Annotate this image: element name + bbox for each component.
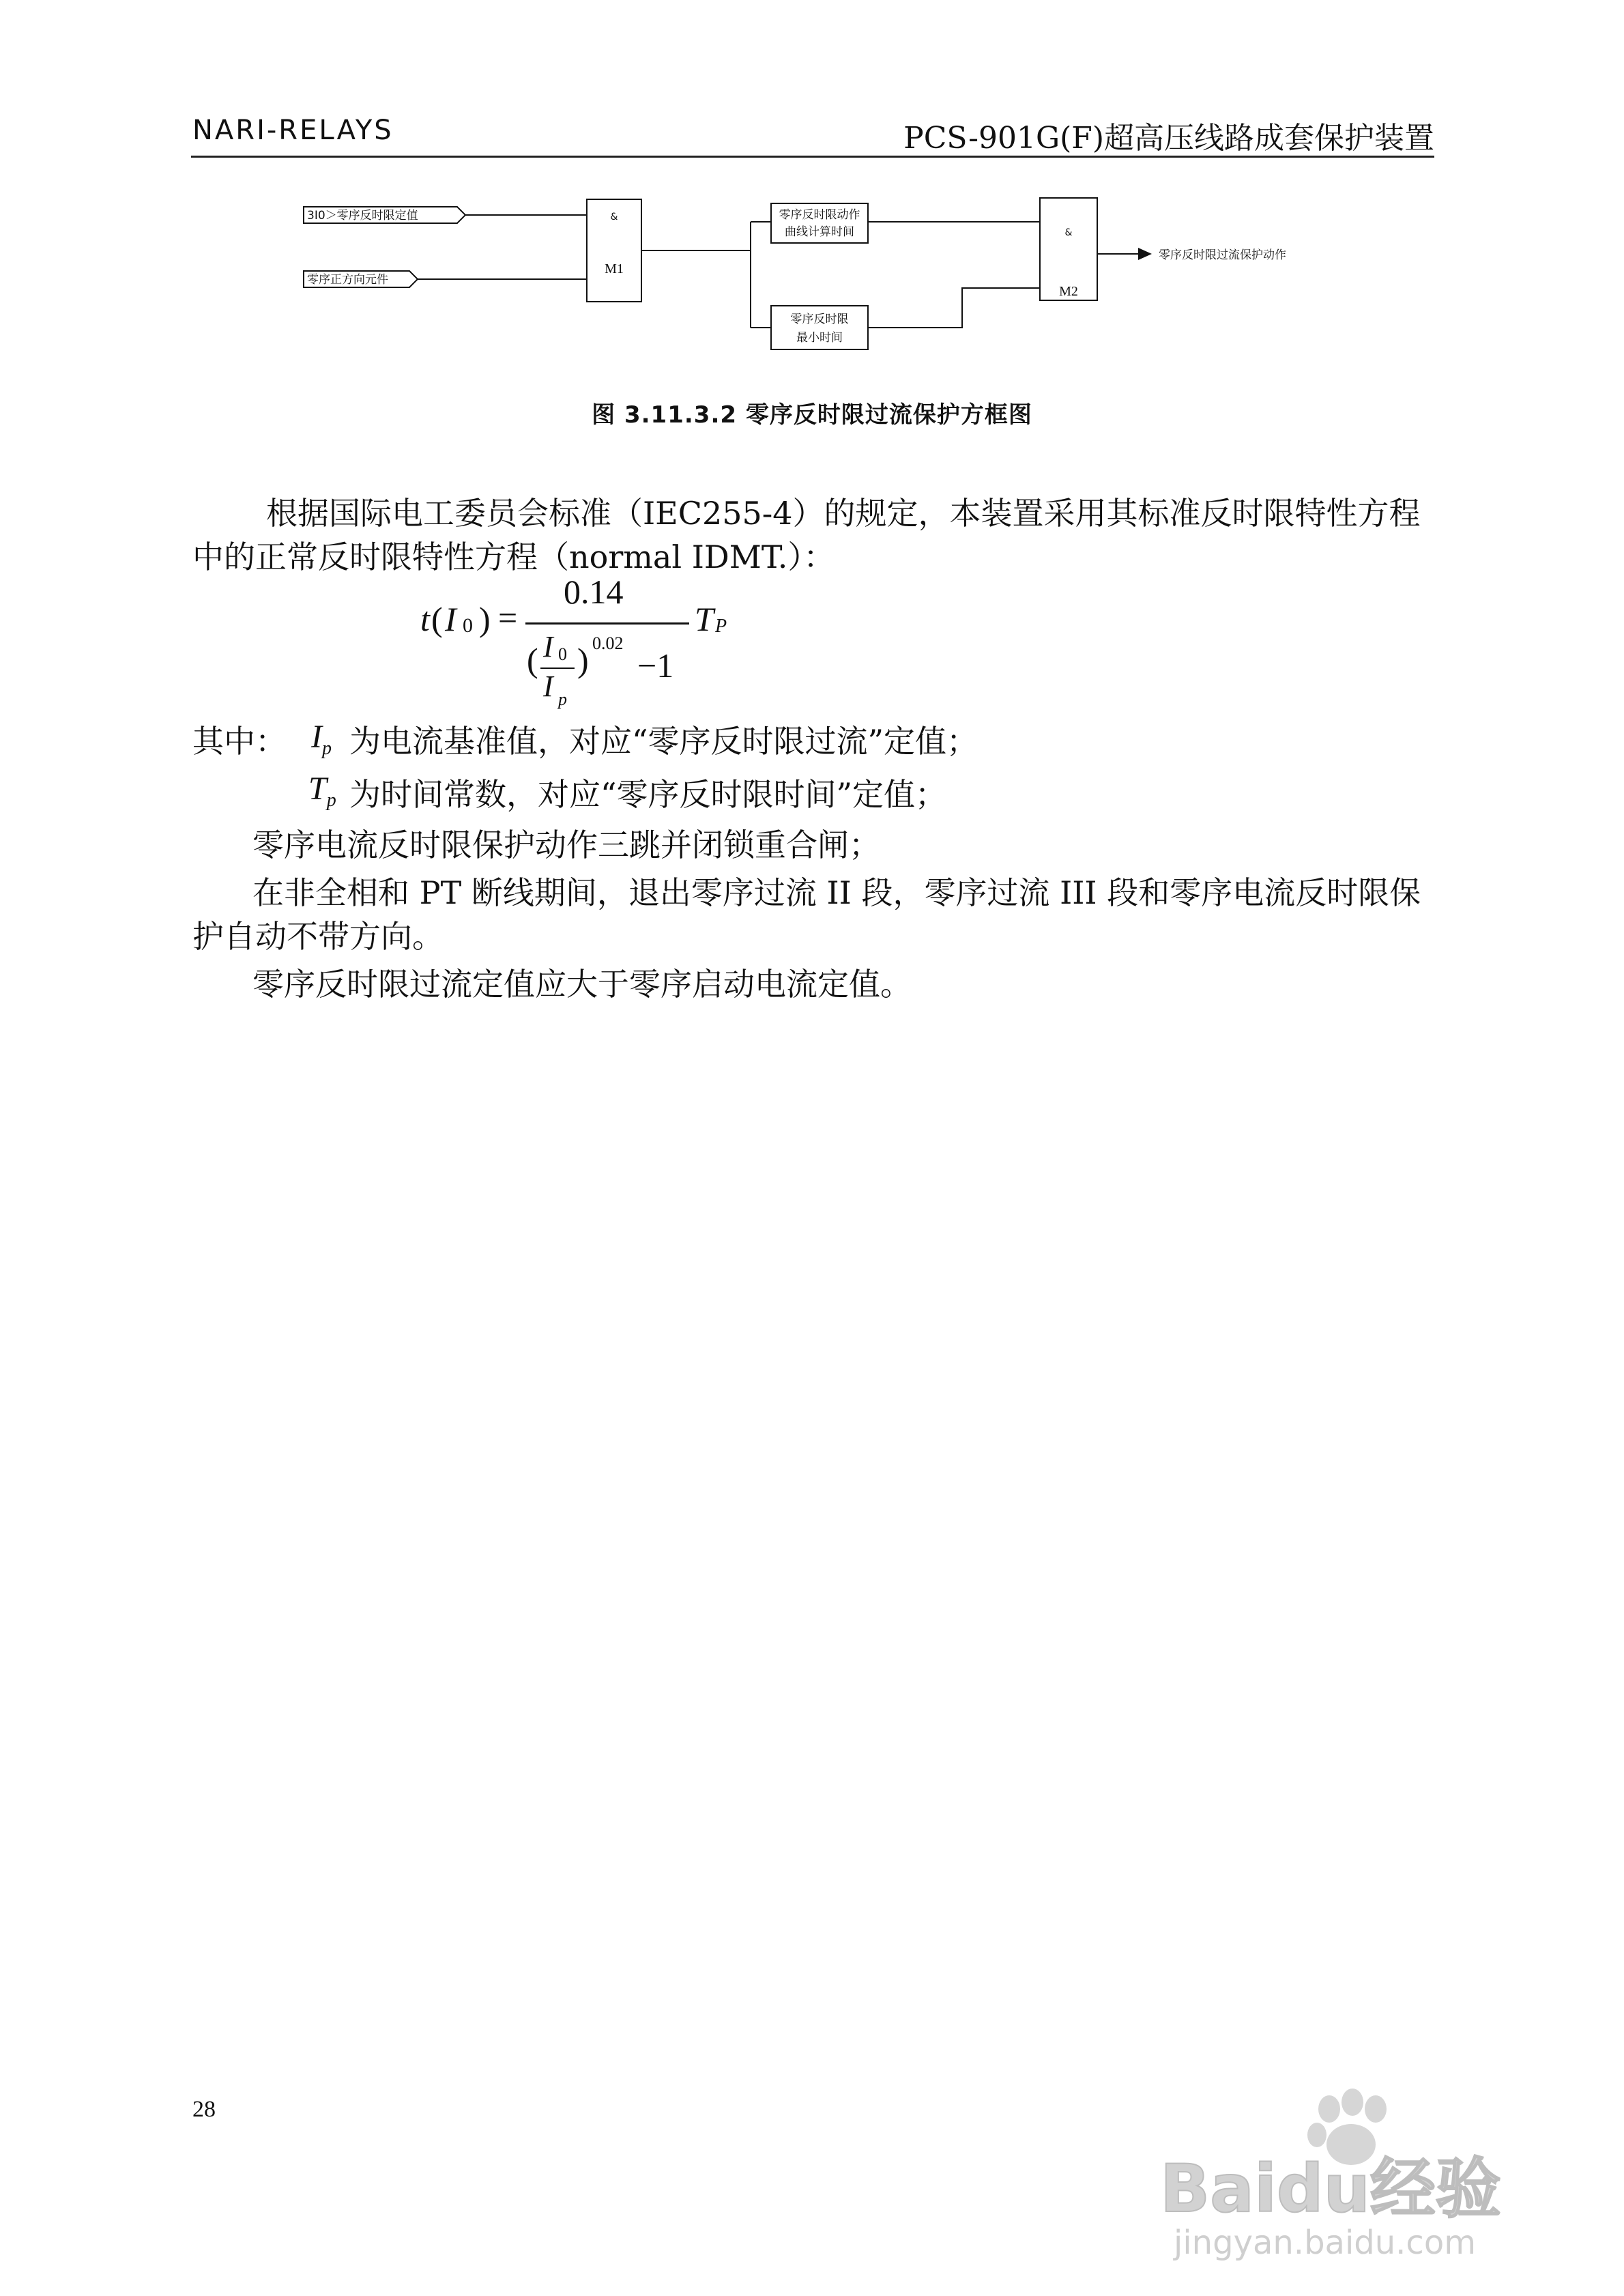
- page-number: 28: [192, 2097, 216, 2122]
- formula-inner-Ip-sub: p: [558, 689, 567, 709]
- formula-exponent: 0.02: [592, 633, 624, 653]
- paragraph-non-full-phase-line-2: 护自动不带方向。: [192, 918, 444, 955]
- logic-block-diagram: [273, 184, 1365, 389]
- block2-line2: 最小时间: [796, 331, 843, 345]
- formula-inner-Ip: I: [543, 670, 553, 703]
- watermark-brand: Baidu经验: [1160, 2151, 1501, 2227]
- formula-lhs-open-paren: (: [431, 600, 443, 638]
- input-label-2: 零序正方向元件: [307, 273, 388, 287]
- gate-m1-and-symbol: &: [610, 212, 618, 223]
- formula-T-sub: P: [715, 616, 727, 637]
- symbol-Tp: $T_p$: [308, 771, 336, 811]
- figure-caption: 图 3.11.3.2 零序反时限过流保护方框图: [592, 401, 1032, 429]
- watermark-url: jingyan.baidu.com: [1174, 2224, 1476, 2262]
- formula-lhs-close-paren: ): [479, 600, 491, 638]
- formula-inner-I0: I: [543, 630, 553, 663]
- paragraph-setting-note: 零序反时限过流定值应大于零序启动电流定值。: [252, 966, 912, 1003]
- header-divider: [191, 156, 1434, 158]
- paragraph-trip: 零序电流反时限保护动作三跳并闭锁重合闸；: [252, 827, 880, 863]
- formula-close-paren: ): [577, 641, 589, 679]
- paragraph-non-full-phase-line-1: 在非全相和 PT 断线期间，退出零序过流 II 段，零序过流 III 段和零序电流反时限保: [252, 874, 1421, 911]
- formula-inner-I0-sub: 0: [558, 644, 567, 664]
- block1-line1: 零序反时限动作: [779, 208, 860, 222]
- input-label-1: 3I0＞零序反时限定值: [307, 209, 418, 223]
- paragraph-1-line-1: 根据国际电工委员会标准（IEC255-4）的规定，本装置采用其标准反时限特性方程: [266, 495, 1421, 532]
- baidu-jingyan-watermark: [1146, 2082, 1528, 2266]
- formula-fraction-bar: [525, 622, 689, 625]
- definition-Tp: 为时间常数，对应“零序反时限时间”定值；: [349, 776, 947, 813]
- symbol-Ip: $I_p$: [311, 719, 332, 759]
- formula-t: t: [420, 600, 430, 638]
- block2-line1: 零序反时限: [790, 313, 849, 326]
- header-left-brand: NARI-RELAYS: [192, 115, 394, 146]
- gate-m2-label: M2: [1059, 284, 1078, 299]
- definition-Ip: 为电流基准值，对应“零序反时限过流”定值；: [349, 723, 978, 760]
- formula-minus-one: −1: [637, 646, 674, 685]
- where-label: 其中：: [192, 723, 287, 760]
- output-label: 零序反时限过流保护动作: [1159, 248, 1286, 262]
- formula-open-paren: (: [527, 641, 538, 679]
- idmt-formula: [409, 575, 764, 711]
- formula-inner-fraction-bar: [540, 668, 575, 669]
- output-arrowhead: [1138, 248, 1152, 260]
- gate-m2-and-symbol: &: [1064, 227, 1073, 238]
- formula-T: T: [695, 600, 714, 638]
- formula-lhs-I: I: [445, 600, 456, 638]
- formula-numerator: 0.14: [564, 573, 624, 611]
- header-right-title: PCS-901G(F)超高压线路成套保护装置: [903, 121, 1434, 156]
- block1-line2: 曲线计算时间: [785, 225, 854, 239]
- gate-m1-label: M1: [605, 261, 624, 276]
- paragraph-1-line-2: 中的正常反时限特性方程（normal IDMT.）：: [192, 539, 835, 575]
- formula-lhs-sub: 0: [463, 614, 473, 637]
- formula-equals: =: [498, 599, 518, 637]
